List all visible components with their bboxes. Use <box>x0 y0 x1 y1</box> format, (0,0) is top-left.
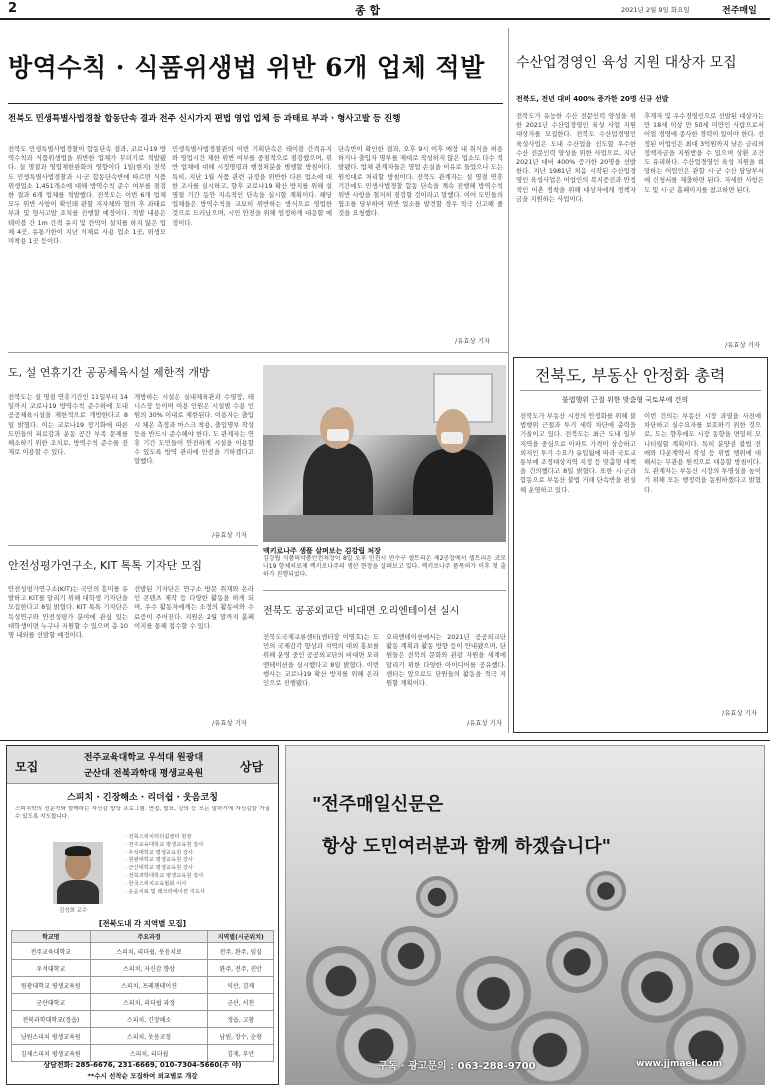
promo-slogan-line-1: "전주매일신문은 <box>312 794 444 815</box>
table-cell: 정읍, 고창 <box>208 1011 274 1028</box>
section-divider-photo <box>263 590 506 591</box>
sunflower-image <box>621 951 693 1023</box>
table-cell: 김제, 부안 <box>208 1045 274 1062</box>
table-cell: 군산대학교 <box>12 994 91 1011</box>
table-cell: 완주, 전주, 진안 <box>208 960 274 977</box>
table-cell: 스피치, 프레젠테이션 <box>90 977 208 994</box>
orientation-headline: 전북도 공공외교단 비대면 오리엔테이션 실시 <box>263 606 460 617</box>
news-photo <box>263 365 506 542</box>
person-right-mask <box>441 432 463 444</box>
sunflower-image <box>456 956 531 1031</box>
issue-date: 2021년 2월 9일 화요일 <box>621 6 690 14</box>
ad-profile-hair <box>65 846 91 856</box>
main-headline-rule <box>8 103 503 104</box>
ad-profile-name: 김성희 교수 <box>59 908 88 914</box>
ad-bullet-item: · 우석대학교 평생교육원 강사 <box>125 849 194 856</box>
table-cell: 스피치, 긴장해소 <box>90 1011 208 1028</box>
paper-name: 전주매일 <box>722 6 757 16</box>
sunflower-image <box>306 946 376 1016</box>
section-name: 종 합 <box>355 4 381 17</box>
holiday-byline: /유효상 기자 <box>212 531 248 539</box>
main-subhead: 전북도 민생특별사법경찰 합동단속 결과 전주 신시가지 편법 영업 업체 등 과태료 부과 · 형사고발 등 진행 <box>8 114 401 124</box>
sunflower-image <box>586 871 626 911</box>
orientation-byline: /유효상 기자 <box>467 719 503 727</box>
table-cell: 스피치, 리더쉽 과정 <box>90 994 208 1011</box>
section-divider-mid <box>8 545 258 546</box>
promo-slogan-line-2: 항상 도민여러분과 함께 하겠습니다" <box>322 836 611 857</box>
ad-table-title: [전북도내 각 지역별 모집] <box>98 919 187 928</box>
newspaper-promo-ad <box>285 745 765 1085</box>
page-header <box>0 0 770 18</box>
table-cell: 스피치, 자신감 향상 <box>90 960 208 977</box>
ad-contact: 상담전화: 285-6676, 231-6669, 010-7304-5660(주 야) <box>43 1061 242 1069</box>
sea-headline: 수산업경영인 육성 지원 대상자 모집 <box>516 55 737 71</box>
person-right-head <box>436 409 470 453</box>
realestate-rule <box>520 390 761 391</box>
ad-bullet-item: · 전북과학대학교 평생교육원 강사 <box>125 872 204 879</box>
orientation-article-col-1: 전북도국제교류센터(센터장 이명호)는 도민의 국제감각 향상과 지역의 대외 홍보를 위해 운영 중인 공공외교단의 비대면 오리엔테이션을 실시했다고 8일 밝혔다. 이번 행사는 코로나19 확산 방지를 위해 온라인으로 진행됐다. <box>263 633 379 688</box>
person-left-mask <box>327 429 349 441</box>
orientation-article-col-2: 오리엔테이션에서는 2021년 공공외교단 활동 계획과 활동 방향 등이 안내됐으며, 단원들은 전북의 문화와 관광 자원을 세계에 알리기 위한 다양한 아이디어를 공유했다. 센터는 앞으로도 단원들의 활동을 적극 지원할 계획이다. <box>386 633 506 688</box>
ad-region-table-wrap <box>11 930 274 1062</box>
sunflower-image <box>381 926 441 986</box>
sunflower-image <box>546 931 608 993</box>
realestate-headline: 전북도, 부동산 안정화 총력 <box>535 366 726 385</box>
sea-subhead: 전북도, 전년 대비 400% 증가한 20명 신규 선발 <box>516 95 669 103</box>
page-number: 2 <box>8 1 18 16</box>
table-header-cell: 지역별(시군위치) <box>208 931 274 943</box>
vertical-divider <box>508 28 509 733</box>
realestate-box <box>513 357 768 733</box>
main-article-col-2: 민생특별사법경찰관의 이번 기획단속은 테이블 간격유지와 영업시간 제한 위반 여부를 중점적으로 점검했으며, 위반 업체에 대해 시정명령과 행정처분을 병행할 방침이다. 특히, 지난 1월 식품 관련 규정을 위반한 다른 업소에 대한 조사를 실시하고, 향후 코로나19 확산 방지를 위해 설 명절 기간 동안 지속적인 단속을 실시할 계획이다. 해당 업체들은 방역수칙을 교묘히 위반하는 방식으로 영업한 것으로 드러났으며, 시민 안전을 위해 엄정하게 대응할 예정이다. <box>172 145 332 227</box>
table-cell: 남원, 장수, 순창 <box>208 1028 274 1045</box>
ad-tag-consult: 상담 <box>240 760 264 774</box>
education-ad <box>6 745 279 1085</box>
photo-caption-body: 김강립 식품의약품안전처장이 8일 오후 인천시 연수구 셀트리온 제2공장에서 셀트리온 코로나19 항체치료제 렉키로나주의 생산 현장을 살펴보고 있다. 렉키로나주 품목허가 이후 첫 출하가 진행되었다. <box>263 555 506 578</box>
promo-contact: 구독 · 광고문의 : 063-288-9700 <box>378 1061 536 1072</box>
section-divider-top <box>8 352 508 353</box>
ad-divider <box>0 740 770 741</box>
kit-article-col-1: 안전성평가연구소(KIT)는 국민의 흥미를 유발하고 KIT를 알리기 위해 대학생 기자단을 모집한다고 8일 밝혔다. KIT 톡톡 기자단은 독성연구와 안전성평가 분야에 관심 있는 대학생이면 누구나 지원할 수 있으며 총 10명 내외를 선발할 예정이다. <box>8 585 128 640</box>
holiday-article-col-2: 개방하는 시설은 실내체육관과 수영장, 테니스장 등이며 이용 인원은 시설별 수용 인원의 30% 이내로 제한된다. 이용자는 출입 시 체온 측정과 마스크 착용, 출입명부 작성 등을 반드시 준수해야 한다. 도 관계자는 연휴 기간 도민들이 안전하게 시설을 이용할 수 있도록 방역 관리에 만전을 기하겠다고 말했다. <box>134 393 254 466</box>
sea-byline: /유효상 기자 <box>725 341 761 349</box>
table-cell: 스피치, 리더쉽 <box>90 1045 208 1062</box>
photo-table <box>263 515 506 542</box>
ad-title-line-1: 전주교육대학교 우석대 원광대 <box>83 753 204 763</box>
table-row <box>12 943 274 960</box>
table-cell: 우석대학교 <box>12 960 91 977</box>
table-header-row <box>12 931 274 943</box>
realestate-byline: /유효상 기자 <box>722 709 758 717</box>
ad-tag-recruit: 모집 <box>15 760 39 774</box>
table-row <box>12 1028 274 1045</box>
table-header-cell: 학교명 <box>12 931 91 943</box>
table-header-cell: 주요과정 <box>90 931 208 943</box>
kit-byline: /유효상 기자 <box>212 719 248 727</box>
ad-bullet-item: · 군산대학교 평생교육원 강사 <box>125 865 194 872</box>
table-cell: 김제스피치 평생교육원 <box>12 1045 91 1062</box>
table-row <box>12 994 274 1011</box>
realestate-subhead: 불법행위 근절 위한 맞춤형 국토부에 건의 <box>562 396 689 404</box>
ad-region-table <box>11 930 274 1062</box>
ad-bullet-item: · 전주교육대학교 평생교육원 강사 <box>125 841 204 848</box>
sea-article-col-2: 후계자 및 우수경영인으로 선발된 대상자는 만 18세 이상 만 50세 미만인 사람으로서 어업 경영에 종사한 경력이 있어야 한다. 선정된 어업인은 최대 3억원까지 낮은 금리의 정책자금을 지원받을 수 있으며 상환 조건도 유리하다. 수산업경영인 육성 지원을 희망하는 어업인은 관할 시·군 수산 담당부서에 신청서를 제출하면 된다. 자세한 사항은 도 및 시·군 홈페이지를 참고하면 된다. <box>644 112 764 194</box>
table-row <box>12 1045 274 1062</box>
sea-article-col-1: 전북도가 유능한 수산 전문인력 양성을 위한 2021년 수산업경영인 육성 사업 지원 대상자를 모집한다. 전북도 수산업경영인 육성사업은 도내 수산업을 선도할 우수한 수산 전문인력 양성을 위한 사업으로, 지난 2021년 대비 400% 증가한 20명을 선발한다. 지난 1981년 처음 시작된 수산업경영인 육성사업은 어업인의 복지증진과 안정적인 어촌 정착을 위해 대상자에게 정책자금을 지원하는 사업이다. <box>516 112 636 203</box>
ad-bullet-list <box>125 834 275 896</box>
kit-article-col-2: 선발된 기자단은 연구소 방문 취재와 온라인 콘텐츠 제작 등 다양한 활동을 하게 되며, 우수 활동자에게는 소정의 활동비와 수료증이 주어진다. 지원은 2월 말까지 홈페이지를 통해 접수할 수 있다. <box>134 585 254 630</box>
sunflower-image <box>336 1006 416 1085</box>
sunflower-image <box>666 1008 746 1085</box>
ad-profile-photo <box>53 842 103 904</box>
table-cell: 익산, 김제 <box>208 977 274 994</box>
sunflower-image <box>416 876 458 918</box>
kit-headline: 안전성평가연구소, KIT 톡톡 기자단 모집 <box>8 559 203 572</box>
table-cell: 전북과학대학교(정읍) <box>12 1011 91 1028</box>
sunflower-image <box>696 926 756 986</box>
table-row <box>12 977 274 994</box>
sunflower-image <box>511 1011 589 1085</box>
ad-bullet-item: · 한국스피치교육협회 이사 <box>125 880 187 887</box>
table-cell: 스피치, 리더쉽, 웃음치료 <box>90 943 208 960</box>
table-cell: 원광대학교 평생교육원 <box>12 977 91 994</box>
table-cell: 군산, 서천 <box>208 994 274 1011</box>
person-left-head <box>320 407 354 449</box>
photo-caption-title: 맥키로나주 샘플 살펴보는 김강립 처장 <box>263 547 381 555</box>
realestate-article-col-1: 전북도가 부동산 시장의 안정화를 위해 불법행위 근절과 투기 세력 차단에 총력을 기울이고 있다. 전북도는 최근 도내 일부 지역을 중심으로 아파트 가격이 상승하고 외지인 투기 수요가 유입됨에 따라 국토교통부에 조정대상지역 지정 등 맞춤형 대책을 건의했다고 8일 밝혔다. 또한 시·군과 합동으로 부동산 불법 거래 단속반을 편성해 운영하고 있다. <box>520 412 636 494</box>
ad-title-line-2: 군산대 전북과학대 평생교육원 <box>83 769 204 779</box>
realestate-article-col-2: 이번 건의는 부동산 시장 과열을 사전에 차단하고 실수요자를 보호하기 위한 것으로, 도는 향후에도 시장 동향을 면밀히 모니터링할 계획이다. 특히 분양권 불법 전매와 다운계약서 작성 등 위법 행위에 대해서는 무관용 원칙으로 대응할 방침이다. 도 관계자는 부동산 시장의 투명성을 높이기 위해 모든 행정력을 동원하겠다고 밝혔다. <box>644 412 761 494</box>
promo-url: www.jjmaeil.com <box>636 1059 722 1069</box>
ad-note: **수시 선착순 모집하여 외교별로 개강 <box>87 1072 198 1080</box>
ad-bullet-item: · 전북스피치리더쉽센터 원장 <box>125 834 192 840</box>
header-rule <box>0 18 770 20</box>
holiday-headline: 도, 설 연휴기간 공공체육시설 제한적 개방 <box>8 366 210 379</box>
table-row <box>12 1011 274 1028</box>
table-cell: 스피치, 웃음코칭 <box>90 1028 208 1045</box>
ad-bullet-item: · 원광대학교 평생교육원 강사 <box>125 857 194 864</box>
table-cell: 남원스피치 평생교육원 <box>12 1028 91 1045</box>
ad-bullet-item: · 웃음치료 및 레크리에이션 지도사 <box>125 888 206 895</box>
main-byline: /유효상 기자 <box>455 337 491 345</box>
holiday-article-col-1: 전북도는 설 명절 연휴기간인 11일부터 14일까지 코로나19 방역수칙 준수하에 도내 공공체육시설을 제한적으로 개방한다고 8일 밝혔다. 이는 코로나19 장기화에 따른 도민들의 피로감과 운동 공간 부족 문제를 해소하기 위한 조치로, 방역수칙 준수를 전제로 이용할 수 있다. <box>8 393 128 457</box>
table-row <box>12 960 274 977</box>
ad-profile-body <box>57 880 99 904</box>
main-headline: 방역수칙 · 식품위생법 위반 6개 업체 적발 <box>8 53 485 82</box>
table-cell: 전주, 완주, 임실 <box>208 943 274 960</box>
main-article-col-3: 단속반이 확인한 결과, 오후 9시 이후 매장 내 취식을 허용하거나 출입자 명부를 제대로 작성하지 않은 업소도 다수 적발됐다. 업체 관계자들은 영업 손실을 이유로 들었으나 도는 원칙대로 처리할 방침이다. 전북도 관계자는 설 명절 연휴 기간에도 민생사법경찰 합동 단속을 계속 진행해 방역수칙 위반 사항을 철저히 점검할 것이라고 말했다. 이어 도민들의 협조를 당부하며 위반 업소를 발견할 경우 적극 신고해 줄 것을 요청했다. <box>338 145 503 218</box>
main-article-col-1: 전북도 민생특별사법경찰이 합동단속 결과, 코로나19 방역수칙과 식품위생법을 위반한 업체가 무더기로 적발됐다. 설 명절과 영업제한완화의 영향이다 1일(현지) 전북도 민생특별사법경찰과 시·군 합동단속반에 따르면 식품 위생업소 1,451개소에 대해 방역수칙 준수 여부를 점검한 결과 6개 업체를 적발했다. 전북도는 이번 6개 업체 모두 위반 사항이 확인돼 관할 지자체와 협의 후 과태료 부과 및 형사고발 조치를 진행할 예정이다. 적발 내용은 테이블 간 1m 간격 유지 및 칸막이 설치를 하지 않은 업체 4곳, 유통기한이 지난 식재료 사용 업소 1곳, 위생모 미착용 1곳 등이다. <box>8 145 166 246</box>
table-cell: 전주교육대학교 <box>12 943 91 960</box>
ad-subtitle: 스피치 · 긴장해소 · 리더쉽 · 웃음코칭 <box>67 793 218 803</box>
ad-intro: 스피치학의 전문가와 함께하는 자신감 향상 프로그램. 면접, 발표, 강의 등 모든 말하기에 자신감을 가질 수 있도록 지도합니다. <box>15 806 270 820</box>
